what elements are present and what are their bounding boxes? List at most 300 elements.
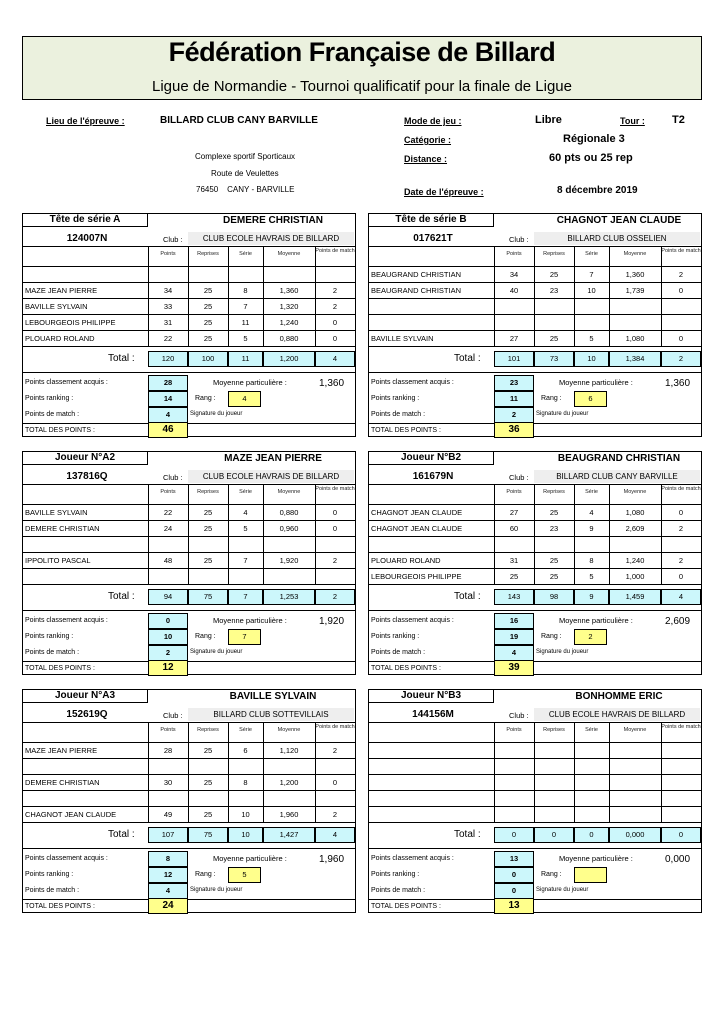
score-cell: 25: [203, 778, 213, 787]
pca-value: 16: [494, 613, 534, 629]
distance-label: Distance :: [404, 154, 448, 164]
grid-line: [369, 848, 702, 849]
rang-label: Rang :: [195, 871, 216, 878]
rang-label: Rang :: [541, 395, 562, 402]
total-cell: 4: [315, 827, 355, 843]
total-cell: 4: [315, 351, 355, 367]
opponent-name: BAVILLE SYLVAIN: [25, 302, 88, 311]
grid-line: [23, 742, 356, 743]
signature-label: Signature du joueur: [536, 411, 589, 417]
total-label: Total :: [108, 353, 135, 364]
grid-line: [369, 423, 702, 424]
grid-line: [369, 536, 702, 537]
total-points-label: TOTAL DES POINTS :: [25, 665, 95, 672]
opponent-name: CHAGNOT JEAN CLAUDE: [25, 810, 117, 819]
grid-line: [355, 484, 356, 584]
grid-line: [369, 610, 702, 611]
score-cell: 6: [243, 746, 248, 755]
total-cell: 7: [228, 589, 263, 605]
total-cell: 2: [661, 351, 701, 367]
signature-label: Signature du joueur: [536, 649, 589, 655]
score-cell: 11: [241, 318, 250, 327]
grid-line: [263, 722, 264, 822]
grid-line: [369, 372, 702, 373]
match-points-label: Points de match :: [371, 649, 426, 656]
opponent-name: DEMERE CHRISTIAN: [25, 524, 100, 533]
column-header: Moyenne: [623, 489, 647, 495]
pca-value: 28: [148, 375, 188, 391]
score-cell: 4: [243, 508, 248, 517]
grid-line: [23, 520, 356, 521]
signature-label: Signature du joueur: [190, 649, 243, 655]
opponent-name: BEAUGRAND CHRISTIAN: [371, 286, 462, 295]
column-header: Points: [506, 727, 522, 733]
grid-line: [701, 722, 702, 822]
score-cell: 1,360: [625, 270, 645, 279]
grid-line: [23, 266, 356, 267]
column-header: Points: [506, 489, 522, 495]
grid-line: [228, 484, 229, 584]
total-cell: 98: [534, 589, 574, 605]
grid-line: [188, 722, 189, 822]
score-cell: 1,200: [279, 778, 299, 787]
grid-line: [369, 790, 702, 791]
grid-line: [23, 610, 356, 611]
score-cell: 0: [332, 778, 338, 787]
column-header: Points de match: [661, 724, 701, 730]
score-cell: 1,739: [625, 286, 645, 295]
ranking-label: Points ranking :: [25, 871, 74, 878]
player-id: 161679N: [412, 471, 454, 482]
grid-line: [23, 848, 356, 849]
grid-line: [228, 722, 229, 822]
column-header: Moyenne: [277, 251, 301, 257]
grid-line: [315, 246, 316, 346]
grid-line: [494, 722, 495, 822]
match-points-value: 4: [148, 883, 188, 899]
rang-value: 2: [574, 629, 607, 645]
total-cell: 1,459: [609, 589, 661, 605]
total-points-value: 13: [494, 898, 534, 914]
grid-line: [701, 246, 702, 346]
column-header: Points de match: [315, 248, 355, 254]
score-cell: 25: [549, 572, 559, 581]
grid-line: [23, 298, 356, 299]
grid-line: [23, 552, 356, 553]
score-cell: 7: [243, 556, 248, 565]
score-cell: 40: [509, 286, 519, 295]
date-label: Date de l'épreuve :: [404, 187, 484, 197]
player-name: BONHOMME ERIC: [575, 691, 663, 702]
signature-label: Signature du joueur: [190, 411, 243, 417]
total-cell: 9: [574, 589, 609, 605]
score-cell: 0: [332, 508, 338, 517]
column-header: Points de match: [661, 486, 701, 492]
pca-value: 8: [148, 851, 188, 867]
match-points-value: 4: [494, 645, 534, 661]
opponent-name: DEMERE CHRISTIAN: [25, 778, 100, 787]
grid-line: [23, 790, 356, 791]
federation-title: Fédération Française de Billard: [168, 37, 556, 67]
grid-line: [369, 722, 702, 723]
opponent-name: LEBOURGEOIS PHILIPPE: [25, 318, 116, 327]
score-cell: 7: [589, 270, 594, 279]
total-points-label: TOTAL DES POINTS :: [371, 427, 441, 434]
column-header: Moyenne: [277, 489, 301, 495]
opponent-name: MAZE JEAN PIERRE: [25, 746, 98, 755]
total-cell: 1,384: [609, 351, 661, 367]
score-cell: 0: [678, 286, 684, 295]
score-cell: 1,000: [625, 572, 645, 581]
total-cell: 10: [228, 827, 263, 843]
pca-label: Points classement acquis :: [371, 855, 454, 862]
score-cell: 33: [163, 302, 173, 311]
score-cell: 25: [509, 572, 519, 581]
column-header: Points: [506, 251, 522, 257]
score-cell: 31: [509, 556, 519, 565]
total-label: Total :: [454, 591, 481, 602]
moyenne-particuliere-label: Moyenne particulière :: [213, 854, 287, 863]
ranking-label: Points ranking :: [371, 395, 420, 402]
opponent-name: CHAGNOT JEAN CLAUDE: [371, 508, 463, 517]
grid-line: [23, 661, 356, 662]
grid-line: [23, 722, 356, 723]
ranking-value: 0: [494, 867, 534, 883]
column-header: Moyenne: [277, 727, 301, 733]
ranking-label: Points ranking :: [25, 633, 74, 640]
player-panel: [368, 213, 702, 437]
grid-line: [534, 484, 535, 584]
score-cell: 10: [241, 810, 250, 819]
grid-line: [263, 246, 264, 346]
grid-line: [23, 758, 356, 759]
total-points-value: 46: [148, 422, 188, 438]
panel-title: Tête de série A: [22, 213, 148, 227]
score-cell: 25: [549, 556, 559, 565]
grid-line: [661, 722, 662, 822]
moyenne-particuliere-value: 1,360: [319, 378, 345, 389]
rang-label: Rang :: [541, 633, 562, 640]
club-name: BILLARD CLUB CANY BARVILLE: [534, 470, 700, 483]
grid-line: [23, 504, 356, 505]
moyenne-particuliere-value: 2,609: [665, 616, 691, 627]
total-cell: 4: [661, 589, 701, 605]
grid-line: [228, 246, 229, 346]
grid-line: [148, 722, 149, 822]
moyenne-particuliere-label: Moyenne particulière :: [213, 616, 287, 625]
grid-line: [369, 758, 702, 759]
column-header: Points: [160, 489, 176, 495]
player-panel: [368, 451, 702, 675]
match-points-value: 0: [494, 883, 534, 899]
score-cell: 25: [203, 286, 213, 295]
score-cell: 5: [243, 524, 248, 533]
total-label: Total :: [454, 353, 481, 364]
grid-line: [574, 484, 575, 584]
moyenne-particuliere-value: 1,360: [665, 378, 691, 389]
column-header: Reprises: [197, 251, 219, 257]
address-line-3: 76450 CANY - BARVILLE: [196, 185, 295, 194]
score-cell: 2: [332, 746, 338, 755]
total-points-label: TOTAL DES POINTS :: [25, 903, 95, 910]
score-cell: 0: [678, 572, 684, 581]
grid-line: [23, 568, 356, 569]
moyenne-particuliere-label: Moyenne particulière :: [559, 378, 633, 387]
grid-line: [369, 246, 702, 247]
grid-line: [315, 722, 316, 822]
total-cell: 94: [148, 589, 188, 605]
player-name: BEAUGRAND CHRISTIAN: [557, 453, 681, 464]
grid-line: [23, 282, 356, 283]
grid-line: [369, 661, 702, 662]
score-cell: 48: [163, 556, 173, 565]
panel-title: Tête de série B: [368, 213, 494, 227]
opponent-name: IPPOLITO PASCAL: [25, 556, 91, 565]
score-cell: 0,960: [279, 524, 299, 533]
tour-label: Tour :: [620, 116, 645, 126]
moyenne-particuliere-value: 1,920: [319, 616, 345, 627]
opponent-name: MAZE JEAN PIERRE: [25, 286, 98, 295]
column-header: Moyenne: [623, 251, 647, 257]
player-id: 137816Q: [66, 471, 108, 482]
grid-line: [23, 314, 356, 315]
score-cell: 2: [678, 270, 684, 279]
grid-line: [355, 246, 356, 346]
grid-line: [23, 346, 356, 347]
opponent-name: PLOUARD ROLAND: [25, 334, 95, 343]
grid-line: [661, 246, 662, 346]
rang-label: Rang :: [195, 633, 216, 640]
total-cell: 0: [534, 827, 574, 843]
total-points-value: 12: [148, 660, 188, 676]
match-points-label: Points de match :: [25, 649, 80, 656]
moyenne-particuliere-label: Moyenne particulière :: [559, 616, 633, 625]
grid-line: [369, 330, 702, 331]
score-cell: 23: [549, 286, 559, 295]
panel-title: Joueur N°A3: [22, 689, 148, 703]
score-cell: 22: [163, 508, 173, 517]
opponent-name: LEBOURGEOIS PHILIPPE: [371, 572, 462, 581]
grid-line: [188, 246, 189, 346]
score-cell: 27: [509, 508, 519, 517]
score-cell: 25: [203, 524, 213, 533]
column-header: Points de match: [661, 248, 701, 254]
column-header: Points de match: [315, 486, 355, 492]
club-label: Club :: [509, 473, 529, 482]
lieu-value: BILLARD CLUB CANY BARVILLE: [160, 115, 318, 126]
column-header: Points de match: [315, 724, 355, 730]
total-cell: 75: [188, 589, 228, 605]
club-label: Club :: [509, 711, 529, 720]
moyenne-particuliere-label: Moyenne particulière :: [559, 854, 633, 863]
total-points-value: 36: [494, 422, 534, 438]
score-cell: 1,360: [279, 286, 299, 295]
total-cell: 10: [574, 351, 609, 367]
grid-line: [369, 484, 702, 485]
mode-label: Mode de jeu :: [404, 116, 462, 126]
address-line-1: Complexe sportif Sporticaux: [195, 152, 296, 161]
score-cell: 0,880: [279, 334, 299, 343]
score-cell: 8: [589, 556, 594, 565]
grid-line: [369, 520, 702, 521]
panel-title: Joueur N°B3: [368, 689, 494, 703]
match-points-value: 2: [494, 407, 534, 423]
header-banner: [22, 36, 702, 100]
score-cell: 2: [678, 524, 684, 533]
column-header: Points: [160, 727, 176, 733]
grid-line: [355, 722, 356, 822]
score-cell: 9: [589, 524, 594, 533]
grid-line: [534, 722, 535, 822]
pca-value: 13: [494, 851, 534, 867]
club-name: CLUB ECOLE HAVRAIS DE BILLARD: [534, 708, 700, 721]
total-cell: 1,253: [263, 589, 315, 605]
rang-value: 7: [228, 629, 261, 645]
total-cell: 75: [188, 827, 228, 843]
grid-line: [23, 806, 356, 807]
rang-value: [574, 867, 607, 883]
score-cell: 2: [332, 302, 338, 311]
moyenne-particuliere-label: Moyenne particulière :: [213, 378, 287, 387]
signature-label: Signature du joueur: [190, 887, 243, 893]
score-cell: 1,080: [625, 508, 645, 517]
match-points-value: 4: [148, 407, 188, 423]
grid-line: [369, 346, 702, 347]
total-cell: 0: [661, 827, 701, 843]
grid-line: [369, 584, 702, 585]
player-panel: [22, 689, 356, 913]
score-cell: 25: [203, 556, 213, 565]
player-name: BAVILLE SYLVAIN: [229, 691, 317, 702]
grid-line: [574, 246, 575, 346]
club-name: BILLARD CLUB SOTTEVILLAIS: [188, 708, 354, 721]
player-name: CHAGNOT JEAN CLAUDE: [556, 215, 682, 226]
grid-line: [23, 774, 356, 775]
score-cell: 1,240: [279, 318, 299, 327]
ranking-value: 19: [494, 629, 534, 645]
player-id: 017621T: [413, 233, 453, 244]
total-cell: 1,427: [263, 827, 315, 843]
total-cell: 2: [315, 589, 355, 605]
score-cell: 5: [589, 572, 594, 581]
opponent-name: CHAGNOT JEAN CLAUDE: [371, 524, 463, 533]
grid-line: [369, 774, 702, 775]
column-header: Série: [585, 251, 598, 257]
grid-line: [574, 722, 575, 822]
score-cell: 23: [549, 524, 559, 533]
grid-line: [23, 822, 356, 823]
grid-line: [23, 899, 356, 900]
total-cell: 0: [574, 827, 609, 843]
grid-line: [263, 484, 264, 584]
club-label: Club :: [163, 235, 183, 244]
rang-value: 4: [228, 391, 261, 407]
total-cell: 73: [534, 351, 574, 367]
player-id: 124007N: [66, 233, 108, 244]
score-cell: 7: [243, 302, 248, 311]
score-cell: 1,080: [625, 334, 645, 343]
pca-label: Points classement acquis :: [25, 855, 108, 862]
ranking-label: Points ranking :: [25, 395, 74, 402]
player-panel: [22, 451, 356, 675]
column-header: Reprises: [543, 727, 565, 733]
grid-line: [369, 282, 702, 283]
column-header: Reprises: [197, 489, 219, 495]
score-cell: 24: [163, 524, 173, 533]
club-label: Club :: [509, 235, 529, 244]
score-cell: 4: [589, 508, 594, 517]
grid-line: [148, 484, 149, 584]
grid-line: [23, 246, 356, 247]
total-cell: 0,000: [609, 827, 661, 843]
score-cell: 22: [163, 334, 173, 343]
rang-label: Rang :: [195, 395, 216, 402]
panel-title: Joueur N°B2: [368, 451, 494, 465]
score-cell: 49: [163, 810, 173, 819]
score-cell: 0,880: [279, 508, 299, 517]
score-cell: 31: [163, 318, 173, 327]
grid-line: [23, 484, 356, 485]
opponent-name: PLOUARD ROLAND: [371, 556, 441, 565]
categorie-label: Catégorie :: [404, 135, 452, 145]
rang-value: 6: [574, 391, 607, 407]
grid-line: [609, 484, 610, 584]
moyenne-particuliere-value: 1,960: [319, 854, 345, 865]
moyenne-particuliere-value: 0,000: [665, 854, 691, 865]
opponent-name: BEAUGRAND CHRISTIAN: [371, 270, 462, 279]
club-name: CLUB ECOLE HAVRAIS DE BILLARD: [188, 232, 354, 245]
score-cell: 25: [203, 810, 213, 819]
total-cell: 11: [228, 351, 263, 367]
pca-label: Points classement acquis :: [25, 379, 108, 386]
score-cell: 10: [587, 286, 596, 295]
score-cell: 0: [332, 318, 338, 327]
ranking-value: 12: [148, 867, 188, 883]
score-cell: 60: [509, 524, 519, 533]
pca-value: 23: [494, 375, 534, 391]
player-name: DEMERE CHRISTIAN: [222, 215, 323, 226]
grid-line: [369, 822, 702, 823]
grid-line: [369, 568, 702, 569]
distance-value: 60 pts ou 25 rep: [549, 152, 633, 164]
column-header: Série: [239, 489, 252, 495]
grid-line: [369, 266, 702, 267]
score-cell: 1,920: [279, 556, 299, 565]
score-cell: 8: [243, 286, 248, 295]
club-name: BILLARD CLUB OSSELIEN: [534, 232, 700, 245]
score-cell: 5: [243, 334, 248, 343]
column-header: Série: [239, 251, 252, 257]
grid-line: [494, 246, 495, 346]
column-header: Points: [160, 251, 176, 257]
score-cell: 1,320: [279, 302, 299, 311]
score-cell: 25: [203, 746, 213, 755]
score-cell: 0: [678, 508, 684, 517]
score-cell: 2: [332, 810, 338, 819]
total-cell: 120: [148, 351, 188, 367]
score-cell: 2: [332, 556, 338, 565]
score-cell: 0: [678, 334, 684, 343]
categorie-value: Régionale 3: [563, 133, 625, 145]
score-cell: 0: [332, 524, 338, 533]
column-header: Moyenne: [623, 727, 647, 733]
total-cell: 100: [188, 351, 228, 367]
score-cell: 34: [163, 286, 173, 295]
player-panel: [22, 213, 356, 437]
grid-line: [494, 484, 495, 584]
pca-label: Points classement acquis :: [371, 617, 454, 624]
mode-value: Libre: [535, 114, 562, 126]
